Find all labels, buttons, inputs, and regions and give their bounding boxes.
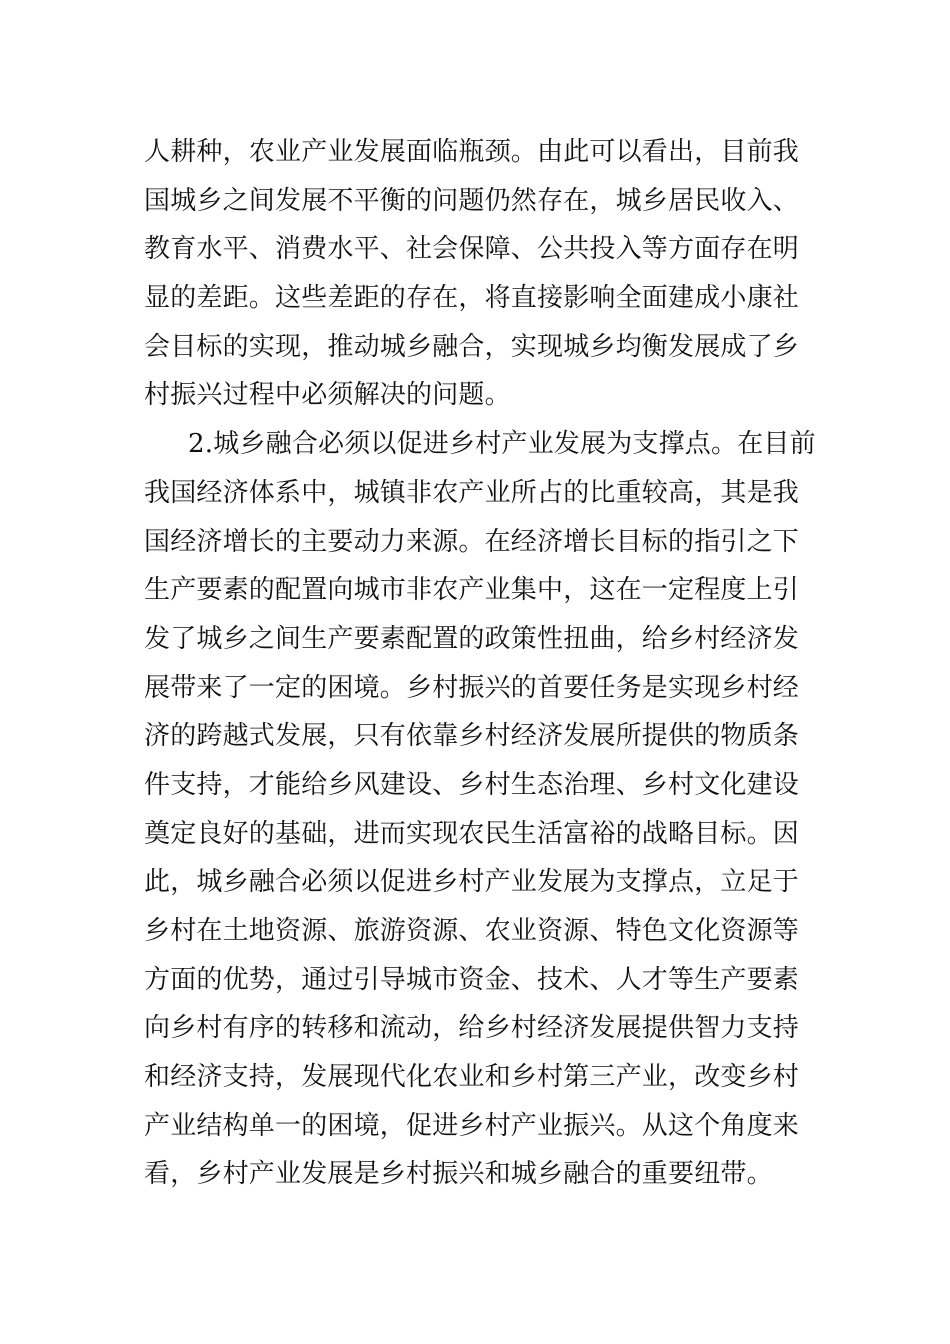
paragraph-1-line: 国城乡之间发展不平衡的问题仍然存在，城乡居民收入、 — [144, 185, 800, 216]
paragraph-2-line: 产业结构单一的困境，促进乡村产业振兴。从这个角度来 — [144, 1110, 800, 1141]
paragraph-2-line: 此，城乡融合必须以促进乡村产业发展为支撑点，立足于 — [144, 867, 800, 898]
paragraph-2-line: 方面的优势，通过引导城市资金、技术、人才等生产要素 — [144, 964, 800, 995]
body-text — [144, 128, 814, 1199]
paragraph-1-line: 教育水平、消费水平、社会保障、公共投入等方面存在明 — [144, 234, 800, 265]
paragraph-2 — [144, 420, 814, 1199]
paragraph-2-line: 看，乡村产业发展是乡村振兴和城乡融合的重要纽带。 — [144, 1159, 773, 1190]
paragraph-2-line: 国经济增长的主要动力来源。在经济增长目标的指引之下 — [144, 526, 800, 557]
paragraph-2-line: 和经济支持，发展现代化农业和乡村第三产业，改变乡村 — [144, 1062, 800, 1093]
paragraph-2-line: 我国经济体系中，城镇非农产业所占的比重较高，其是我 — [144, 477, 800, 508]
paragraph-2-line: 乡村在土地资源、旅游资源、农业资源、特色文化资源等 — [144, 916, 800, 946]
paragraph-1-line: 显的差距。这些差距的存在，将直接影响全面建成小康社 — [144, 283, 800, 314]
paragraph-1-line: 村振兴过程中必须解决的问题。 — [144, 380, 511, 411]
paragraph-2-line: 件支持，才能给乡风建设、乡村生态治理、乡村文化建设 — [144, 769, 800, 800]
paragraph-2-line: 济的跨越式发展，只有依靠乡村经济发展所提供的物质条 — [144, 721, 800, 752]
paragraph-1-line: 会目标的实现，推动城乡融合，实现城乡均衡发展成了乡 — [144, 331, 800, 362]
paragraph-2-line: 奠定良好的基础，进而实现农民生活富裕的战略目标。因 — [144, 818, 800, 849]
paragraph-2-line: 发了城乡之间生产要素配置的政策性扭曲，给乡村经济发 — [144, 623, 800, 654]
paragraph-2-first-line: 2.城乡融合必须以促进乡村产业发展为支撑点。在目前 — [188, 429, 816, 460]
paragraph-2-line: 生产要素的配置向城市非农产业集中，这在一定程度上引 — [144, 575, 800, 606]
paragraph-2-line: 向乡村有序的转移和流动，给乡村经济发展提供智力支持 — [144, 1013, 800, 1044]
paragraph-2-line: 展带来了一定的困境。乡村振兴的首要任务是实现乡村经 — [144, 672, 800, 703]
paragraph-1-line: 人耕种，农业产业发展面临瓶颈。由此可以看出，目前我 — [144, 137, 800, 167]
paragraph-1 — [144, 128, 814, 420]
